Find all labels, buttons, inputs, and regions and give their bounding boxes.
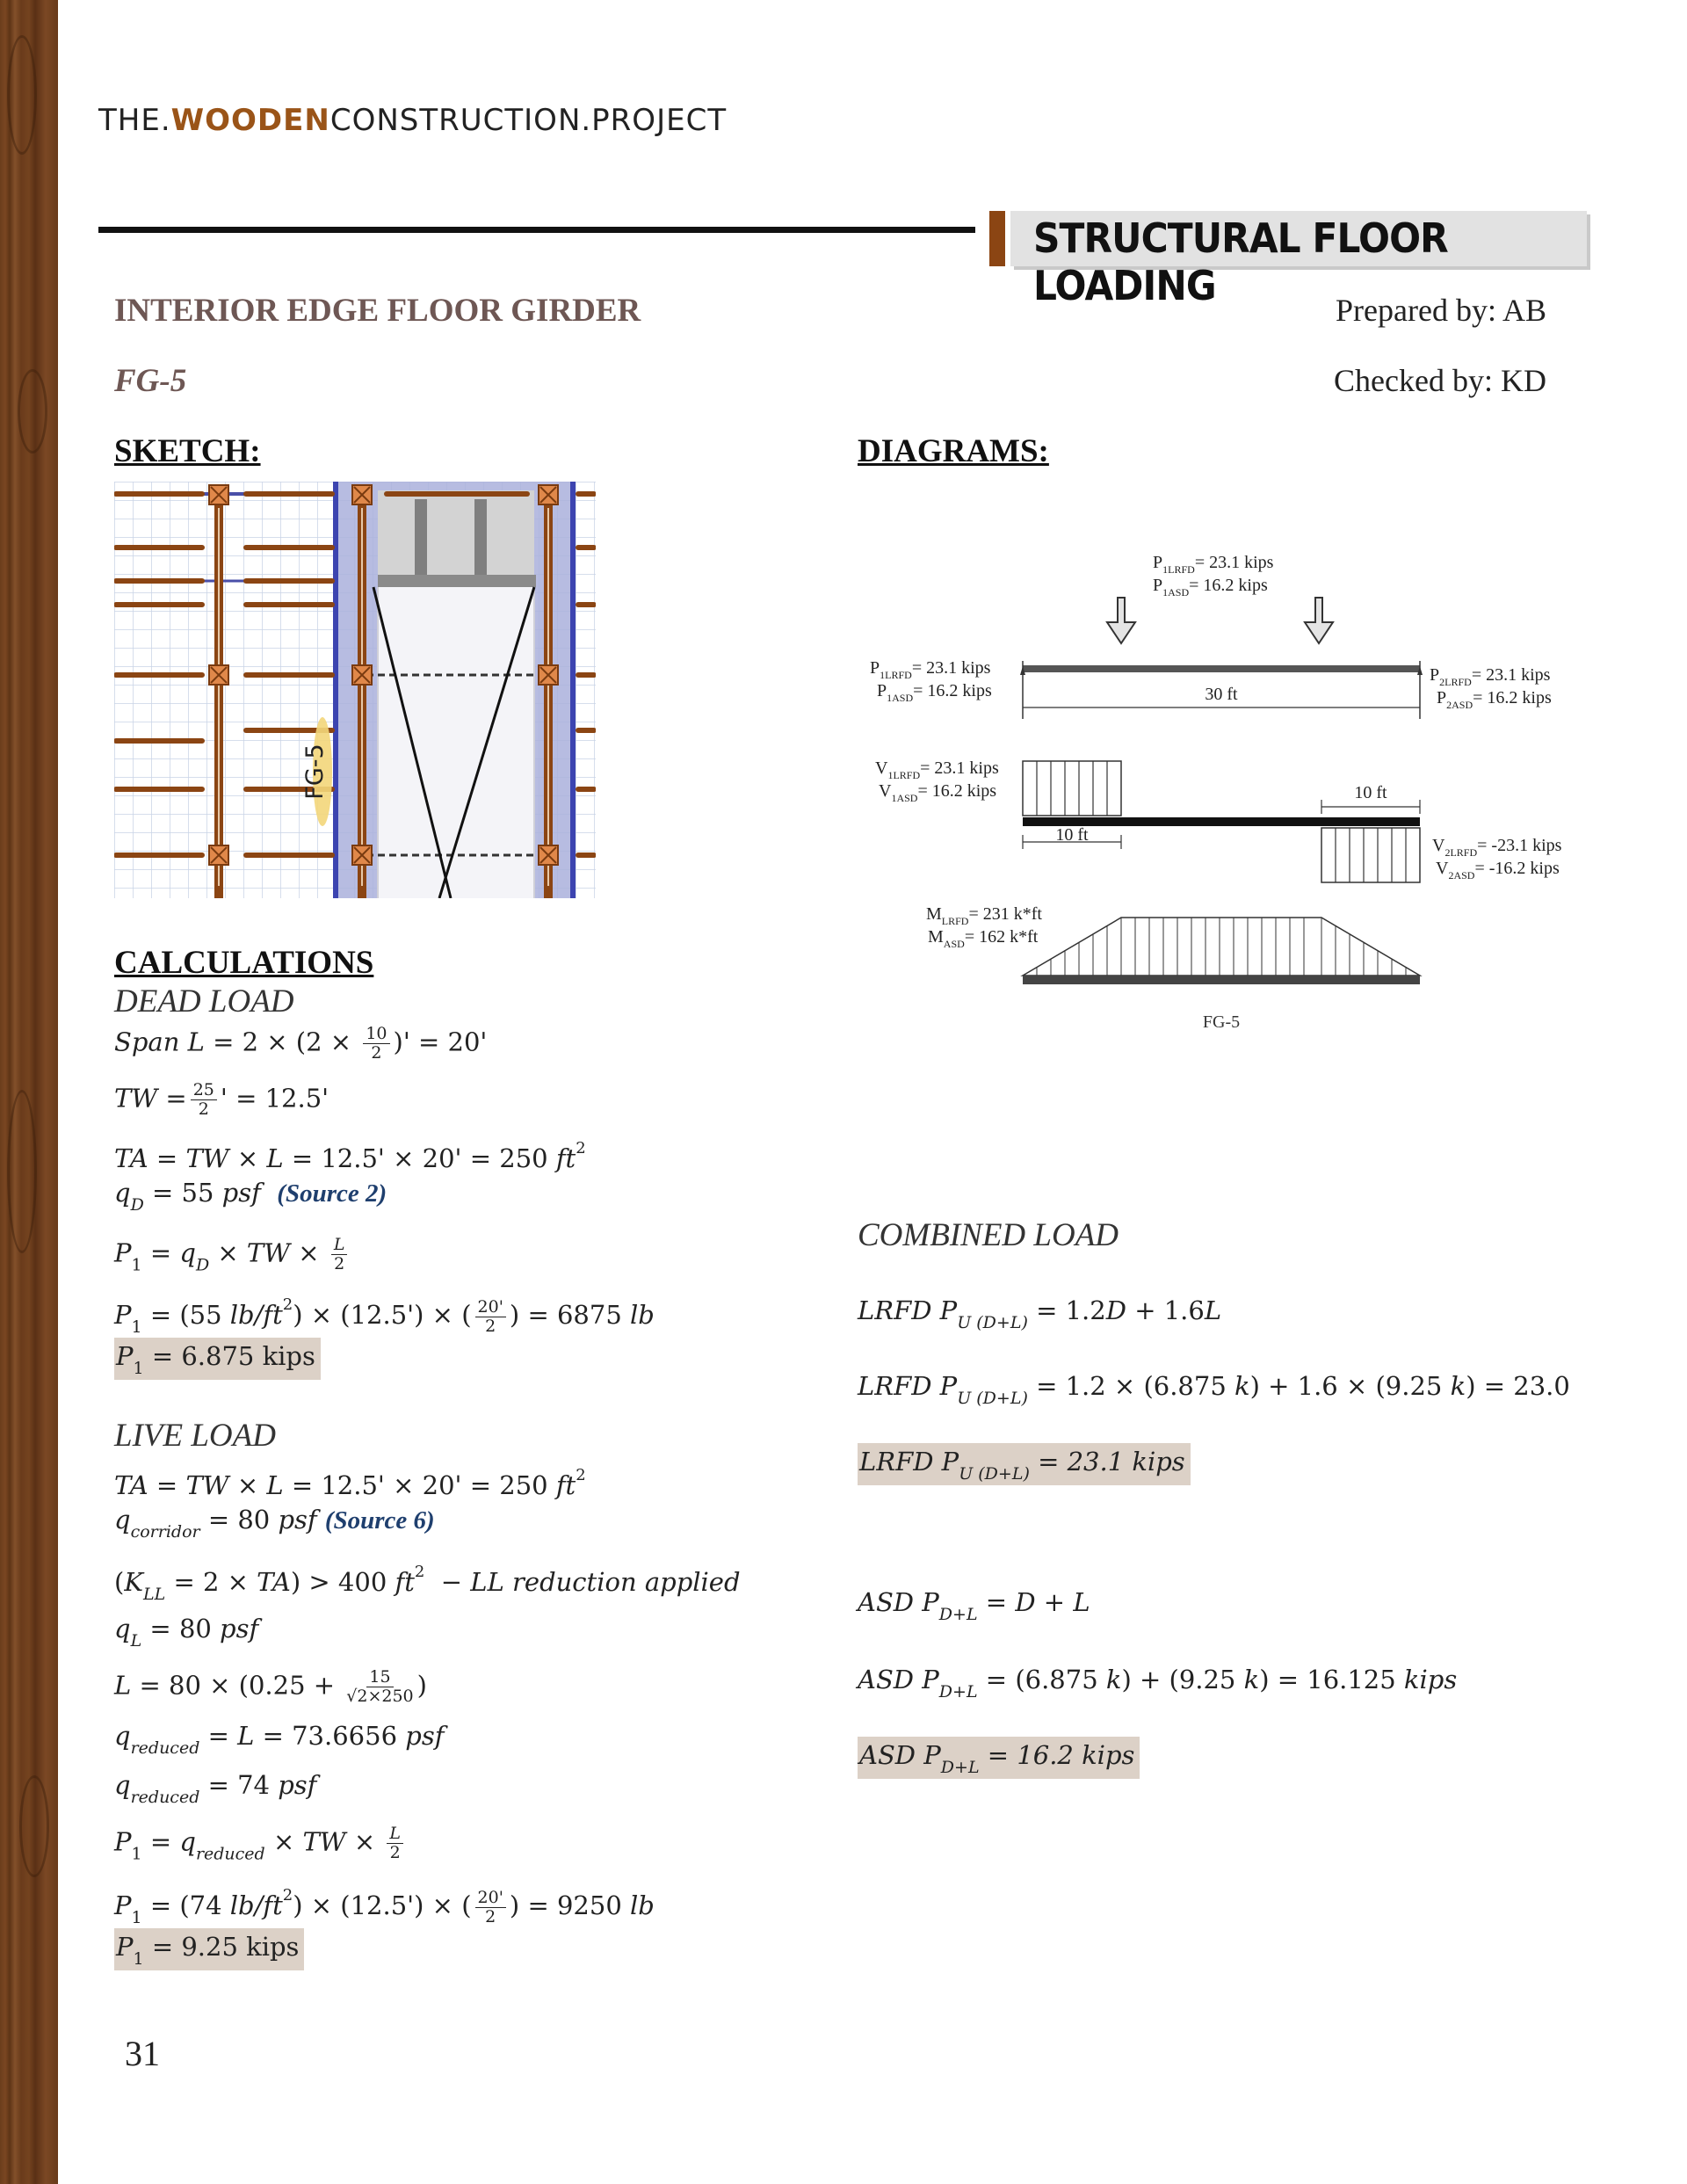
prepared-by: Prepared by: AB bbox=[1336, 293, 1546, 328]
eq-tw: TW = $\frac{25}{2}$ ' = 12.5' bbox=[114, 1080, 329, 1119]
diagram-caption: FG-5 bbox=[1202, 1012, 1241, 1032]
wood-knot bbox=[7, 1090, 37, 1253]
live-load-heading: LIVE LOAD bbox=[114, 1418, 276, 1454]
svg-text:P1ASD= 16.2 kips: $P_{1ASD}= 16.2$ kips bbox=[877, 681, 992, 704]
eq-ta: TA = TW × L = 12.5' × 20' = 250 $ft^2$ bbox=[114, 1139, 586, 1173]
eq-lrfd-calc: LRFD $P_{U (D+L)} = 1.2 \times (6.875$ k) + 1.6 × (9.25 k) = 23.0 bbox=[858, 1371, 1570, 1408]
brand-suffix: CONSTRUCTION.PROJECT bbox=[329, 103, 728, 138]
section-title: STRUCTURAL FLOOR LOADING bbox=[1033, 214, 1448, 309]
dim-right: 10 ft bbox=[1354, 783, 1387, 802]
eq-p1-calc: $P_1 = (55$ $lb/ft^2) \times (12.5')$ × ( $\frac{20'}{2}$ ) = 6875 lb bbox=[114, 1295, 655, 1337]
page-number: 31 bbox=[125, 2034, 160, 2073]
left-reaction-lrfd: = 23.1 kips bbox=[911, 658, 991, 678]
brand-logo bbox=[98, 103, 727, 138]
top-load-lrfd: = 23.1 kips bbox=[1194, 553, 1274, 572]
eq-ql: $q_L = 80$ psf bbox=[114, 1614, 259, 1651]
eq-l-reduction: L = 80 × (0.25 + $\frac{15}{√2\times 250}$ ) bbox=[114, 1667, 427, 1706]
framing-sketch bbox=[114, 482, 596, 898]
left-reaction-asd: = 16.2 kips bbox=[913, 681, 992, 700]
shear-right-asd: = -16.2 kips bbox=[1474, 859, 1560, 878]
load-diagrams bbox=[852, 527, 1590, 1046]
brand-prefix: THE. bbox=[98, 103, 171, 138]
calculations-heading: CALCULATIONS bbox=[114, 945, 374, 981]
right-reaction-asd: = 16.2 kips bbox=[1473, 688, 1552, 707]
wood-knot bbox=[19, 1775, 49, 1877]
svg-text:P1LRFD= 23.1 kips: $P_{1LRFD}= 23.1$ kips bbox=[1153, 553, 1274, 576]
shear-left-lrfd: = 23.1 kips bbox=[920, 758, 999, 778]
wood-knot bbox=[7, 35, 37, 155]
header-rule bbox=[98, 227, 975, 233]
eq-q-corridor: $q_{corridor} = 80$ psf (Source 6) bbox=[114, 1505, 435, 1542]
sketch-heading: SKETCH: bbox=[114, 433, 261, 469]
dead-load-result: $P_1 = 6.875$ kips bbox=[114, 1341, 321, 1378]
lrfd-result: LRFD $P_{U (D+L)} = 23.1$ kips bbox=[858, 1447, 1191, 1484]
span-label: 30 ft bbox=[1205, 685, 1238, 704]
eq-asd-calc: ASD $P_{D+L} = (6.875$ k) + (9.25 k) = 16.125 kips bbox=[858, 1665, 1458, 1701]
eq-lrfd-formula: LRFD $P_{U (D+L)} = 1.2D + 1.6L$ bbox=[858, 1295, 1222, 1332]
eq-span: Span L = 2 × (2 × $\frac{10}{2}$ )' = 20' bbox=[114, 1024, 488, 1063]
wood-sidebar bbox=[0, 0, 58, 2184]
svg-text:P2ASD= 16.2 kips: $P_{2ASD}= 16.2$ kips bbox=[1437, 688, 1552, 711]
svg-text:P1ASD= 16.2 kips: $P_{1ASD}= 16.2$ kips bbox=[1153, 576, 1268, 599]
dead-load-source: (Source 2) bbox=[277, 1179, 387, 1208]
svg-text:V1LRFD= 23.1 kips: $V_{1LRFD}= 23.1$ kips bbox=[875, 758, 999, 781]
moment-asd: = 162 k*ft bbox=[964, 927, 1039, 947]
eq-kll: $(K_{LL} = 2 \times TA) > 400$ $ft^2$ − LL reduction applied bbox=[114, 1563, 741, 1604]
dead-load-heading: DEAD LOAD bbox=[114, 983, 294, 1019]
moment-lrfd: = 231 k*ft bbox=[968, 904, 1042, 924]
sketch-girder-label: FG-5 bbox=[301, 744, 329, 800]
brand-highlight: WOODEN bbox=[170, 103, 330, 138]
eq-p1-live-calc: $P_1 = (74$ $lb/ft^2) \times (12.5')$ × ( $\frac{20'}{2}$ ) = 9250 lb bbox=[114, 1886, 655, 1927]
svg-text:MASD= 162 k*ft: $M_{ASD}= 162$ k*ft bbox=[928, 927, 1039, 950]
svg-text:MLRFD= 231 k*ft: $M_{LRFD}= 231$ k*ft bbox=[926, 904, 1042, 927]
asd-result: ASD $P_{D+L} = 16.2$ kips bbox=[858, 1740, 1140, 1777]
page-title: INTERIOR EDGE FLOOR GIRDER bbox=[114, 293, 641, 329]
live-load-source: (Source 6) bbox=[324, 1506, 435, 1535]
dim-left: 10 ft bbox=[1055, 825, 1089, 845]
eq-q-reduced-round: $q_{reduced} = 74$ psf bbox=[114, 1770, 317, 1807]
svg-text:V2ASD= -16.2 kips: $V_{2ASD}= -16.2$ kips bbox=[1436, 859, 1560, 882]
shear-right-lrfd: = -23.1 kips bbox=[1477, 836, 1562, 855]
diagrams-heading: DIAGRAMS: bbox=[858, 433, 1049, 469]
combined-load-heading: COMBINED LOAD bbox=[858, 1217, 1119, 1253]
girder-id: FG-5 bbox=[114, 363, 187, 399]
shear-left-asd: = 16.2 kips bbox=[917, 781, 997, 801]
svg-text:P2LRFD= 23.1 kips: $P_{2LRFD}= 23.1$ kips bbox=[1430, 665, 1551, 688]
eq-p1-live-formula: $P_1 = q_{reduced}$ × TW × $\frac{L}{2}$ bbox=[114, 1825, 407, 1864]
eq-ta-live: TA = TW × L = 12.5' × 20' = 250 $ft^2$ bbox=[114, 1466, 586, 1500]
live-load-result: $P_1 = 9.25$ kips bbox=[114, 1932, 304, 1969]
wood-knot bbox=[18, 369, 47, 453]
svg-text:V2LRFD= -23.1 kips: $V_{2LRFD}= -23.1$ kips bbox=[1432, 836, 1562, 859]
svg-text:V1ASD= 16.2 kips: $V_{1ASD}= 16.2$ kips bbox=[879, 781, 997, 804]
header-accent bbox=[989, 211, 1005, 266]
eq-qd: $q_D = 55$ psf (Source 2) bbox=[114, 1178, 387, 1215]
svg-text:P1LRFD= 23.1 kips: $P_{1LRFD}= 23.1$ kips bbox=[870, 658, 991, 681]
eq-p1-formula: $P_1 = q_D$ × TW × $\frac{L}{2}$ bbox=[114, 1236, 351, 1275]
top-load-asd: = 16.2 kips bbox=[1189, 576, 1268, 595]
eq-q-reduced: $q_{reduced} = L = 73.6656$ psf bbox=[114, 1721, 445, 1758]
checked-by: Checked by: KD bbox=[1334, 363, 1546, 398]
eq-asd-formula: ASD $P_{D+L} = D + L$ bbox=[858, 1587, 1090, 1624]
right-reaction-lrfd: = 23.1 kips bbox=[1471, 665, 1551, 685]
